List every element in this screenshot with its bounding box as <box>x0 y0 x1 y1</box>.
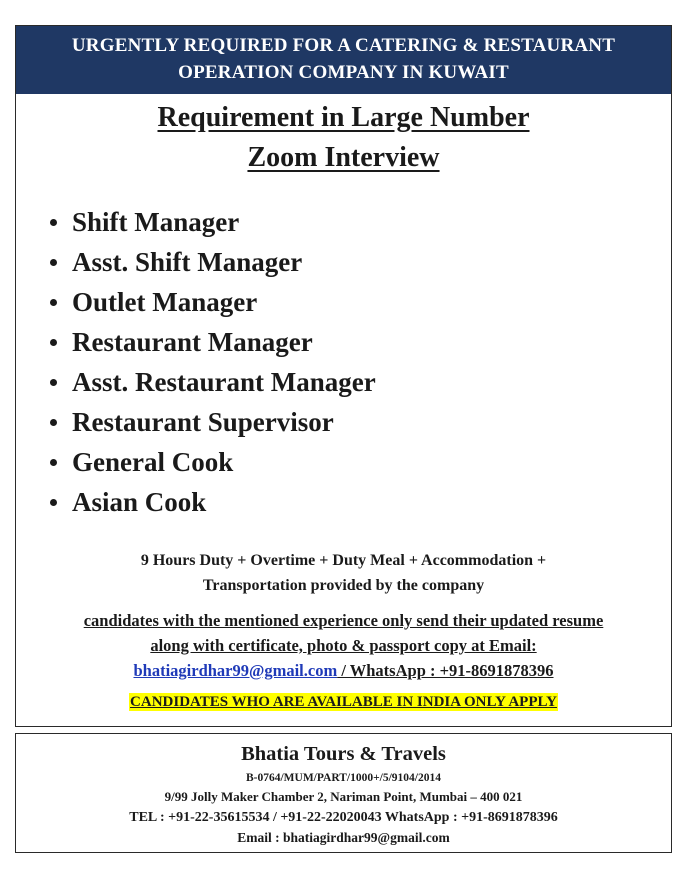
license-number: B-0764/MUM/PART/1000+/5/9104/2014 <box>245 772 442 784</box>
position-label: Asst. Restaurant Manager <box>72 366 376 397</box>
bullet-icon <box>50 459 57 466</box>
position-label: Asian Cook <box>72 486 207 517</box>
position-item <box>46 402 376 442</box>
bullet-icon <box>50 259 57 266</box>
position-label: General Cook <box>72 446 234 477</box>
instructions-line-1: candidates with the mentioned experience only send their updated resume <box>83 611 604 630</box>
bullet-icon <box>50 299 57 306</box>
position-label: Shift Manager <box>72 206 240 237</box>
position-item <box>46 282 376 322</box>
headline-zoom-interview: Zoom Interview <box>247 142 440 173</box>
headline-requirement: Requirement in Large Number <box>157 102 530 133</box>
bullet-icon <box>50 419 57 426</box>
company-phone: TEL : +91-22-35615534 / +91-22-22020043 WhatsApp : +91-8691878396 <box>129 810 558 825</box>
bullet-icon <box>50 499 57 506</box>
benefits-line-1: 9 Hours Duty + Overtime + Duty Meal + Accommodation + <box>140 552 547 569</box>
position-item <box>46 322 376 362</box>
benefits-line-2: Transportation provided by the company <box>202 577 485 594</box>
company-email: Email : bhatiagirdhar99@gmail.com <box>237 830 450 845</box>
position-label: Restaurant Manager <box>72 326 313 357</box>
position-item <box>46 442 376 482</box>
header-line-1: URGENTLY REQUIRED FOR A CATERING & RESTAURANT <box>71 35 616 56</box>
agency-footer <box>15 733 672 853</box>
position-label: Outlet Manager <box>72 286 258 317</box>
apply-notice-wrap <box>16 693 671 711</box>
company-address: 9/99 Jolly Maker Chamber 2, Nariman Point, Mumbai – 400 021 <box>164 789 523 804</box>
positions-list <box>46 202 376 522</box>
company-name: Bhatia Tours & Travels <box>241 743 446 765</box>
position-item <box>46 202 376 242</box>
email-link[interactable]: bhatiagirdhar99@gmail.com <box>133 661 338 680</box>
header-line-2: OPERATION COMPANY IN KUWAIT <box>178 62 509 83</box>
position-label: Asst. Shift Manager <box>72 246 303 277</box>
bullet-icon <box>50 219 57 226</box>
whatsapp-text: / WhatsApp : +91-8691878396 <box>337 661 554 680</box>
position-item <box>46 482 376 522</box>
header-band <box>16 26 671 94</box>
application-instructions <box>16 608 671 683</box>
position-item <box>46 362 376 402</box>
main-ad-box <box>15 25 672 727</box>
benefits-text <box>16 548 671 598</box>
instructions-line-2: along with certificate, photo & passport copy at Email: <box>150 636 537 655</box>
bullet-icon <box>50 379 57 386</box>
contact-line <box>16 658 671 683</box>
position-label: Restaurant Supervisor <box>72 406 334 437</box>
bullet-icon <box>50 339 57 346</box>
position-item <box>46 242 376 282</box>
apply-notice: CANDIDATES WHO ARE AVAILABLE IN INDIA ONLY APPLY <box>130 694 557 710</box>
